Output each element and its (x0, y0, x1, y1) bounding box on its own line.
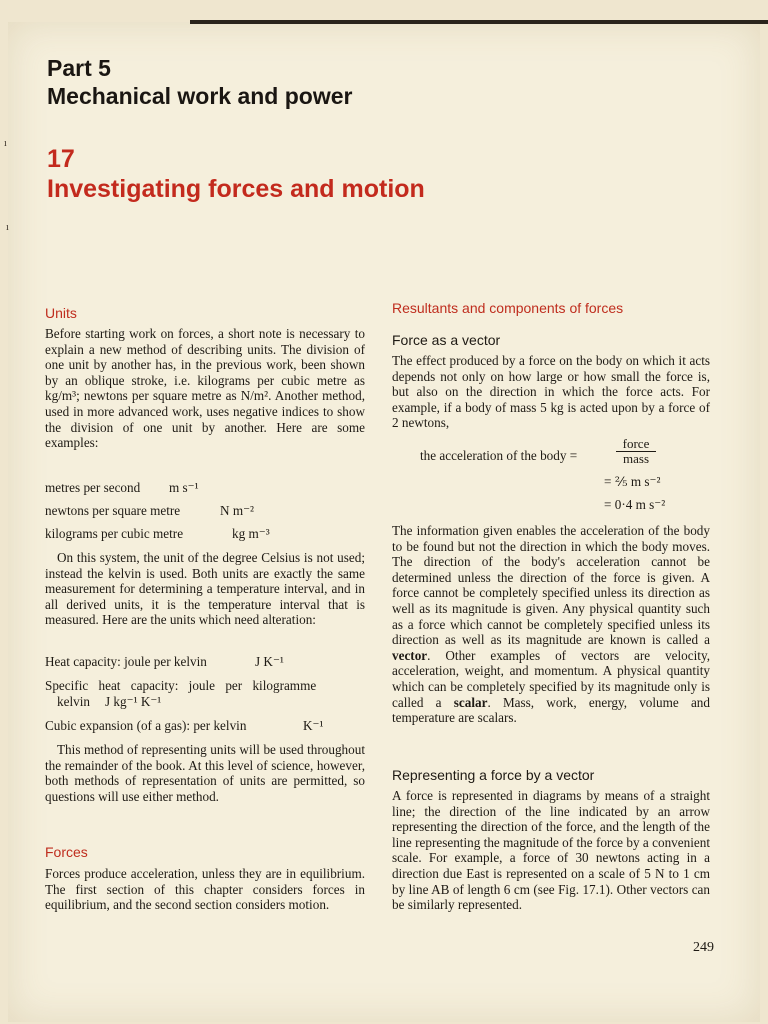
example-row (45, 503, 365, 519)
part-label: Part 5 (47, 55, 111, 81)
chapter-header (47, 144, 425, 204)
vector-heading: Force as a vector (392, 332, 501, 348)
specific-heat-label-2: kelvin (57, 694, 90, 709)
equation-line-3: = 0·4 m s⁻² (604, 497, 666, 512)
equation-fraction (616, 437, 656, 466)
page-number: 249 (693, 940, 714, 955)
info-text-c: . Mass, work, energy, volume and temperature are scalars. (392, 694, 710, 726)
specific-heat-row (45, 678, 365, 694)
heat-capacity-row (45, 654, 365, 670)
example-label: kilograms per cubic metre (45, 526, 184, 541)
forces-heading: Forces (45, 844, 88, 860)
heat-capacity-label: Heat capacity: joule per kelvin (45, 654, 207, 669)
page-top-rule (190, 20, 768, 24)
info-text-b: . Other examples of vectors are velocity, acceleration, weight, and momentum. A physical quantity which can be completely specified by its magnitude only is called a (392, 647, 710, 710)
equation-line-2: = ⅖ m s⁻² (604, 474, 661, 489)
example-unit: kg m⁻³ (232, 526, 270, 541)
heat-capacity-unit: J K⁻¹ (255, 654, 284, 669)
part-title: Mechanical work and power (47, 83, 353, 109)
example-unit: N m⁻² (220, 503, 254, 518)
chapter-number: 17 (47, 145, 75, 173)
fraction-denominator: mass (616, 451, 656, 466)
representing-paragraph: A force is represented in diagrams by means of a straight line; the direction of the line indicated by an arrow representing the direction of the force, and the length of the line representing the magnitude of the force by a convenient scale. For example, a force of 30 newtons acting in a direction due East is represented on a scale of 5 N to 1 cm by line AB of length 6 cm (see Fig. 17.1). Other vectors can be similarly represented. (392, 788, 710, 913)
resultants-heading: Resultants and components of forces (392, 300, 624, 316)
vector-term: vector (392, 647, 428, 663)
units-paragraph: Before starting work on forces, a short note is necessary to explain a new method of describing units. The division of one unit by another has, in the previous work, been shown by an oblique stroke, i.e. kilograms per cubic metre as kg/m³; newtons per square metre as N/m². Another method, used in more advanced work, uses negative indices to show the division of one unit by another. Here are some examples: (45, 326, 365, 451)
celsius-paragraph: On this system, the unit of the degree Celsius is not used; instead the kelvin is used. Both units are exactly the same measurement for determining a temperature interval, and in all derived units, it is the temperature interval that is measured. Here are the units which need alteration: (45, 550, 365, 628)
cubic-expansion-unit: K⁻¹ (303, 718, 324, 733)
representing-heading: Representing a force by a vector (392, 767, 595, 783)
example-label: newtons per square metre (45, 503, 181, 518)
scalar-term: scalar (453, 694, 488, 710)
part-header (47, 54, 352, 110)
info-paragraph (392, 523, 710, 726)
chapter-title: Investigating forces and motion (47, 175, 425, 203)
margin-mark: ı (4, 138, 7, 149)
example-row (45, 480, 365, 496)
example-unit: m s⁻¹ (169, 480, 199, 495)
example-label: metres per second (45, 480, 141, 495)
margin-mark: ı (6, 222, 9, 233)
units-heading: Units (45, 305, 77, 321)
specific-heat-row-2 (57, 694, 357, 710)
info-text-a: The information given enables the acceleration of the body to be found but not the direction in which the body moves. The direction of the body's acceleration cannot be determined unless the direction of the force is given. A force cannot be completely specified unless its direction as well as its magnitude is given. Any physical quantity such as a force which cannot be completely specified unless its direction as well as its magnitude are known is called a (392, 523, 710, 648)
equation-lhs: the acceleration of the body = (420, 448, 578, 463)
cubic-expansion-label: Cubic expansion (of a gas): per kelvin (45, 718, 247, 733)
example-row (45, 526, 365, 542)
forces-paragraph: Forces produce acceleration, unless they are in equilibrium. The first section of this chapter considers forces in equilibrium, and the second section considers motion. (45, 866, 365, 913)
specific-heat-unit: J kg⁻¹ K⁻¹ (105, 694, 162, 709)
cubic-expansion-row (45, 718, 365, 734)
specific-heat-label: Specific heat capacity: joule per kilogramme (45, 678, 317, 693)
fraction-numerator: force (622, 436, 650, 451)
vector-paragraph: The effect produced by a force on the body on which it acts depends not only on how large or how small the force is, but also on the direction in which the force acts. For example, if a body of mass 5 kg is acted upon by a force of 2 newtons, (392, 353, 710, 431)
method-paragraph: This method of representing units will be used throughout the remainder of the book. At this level of science, however, both methods of representation of units are permitted, so questions will use either method. (45, 742, 365, 804)
